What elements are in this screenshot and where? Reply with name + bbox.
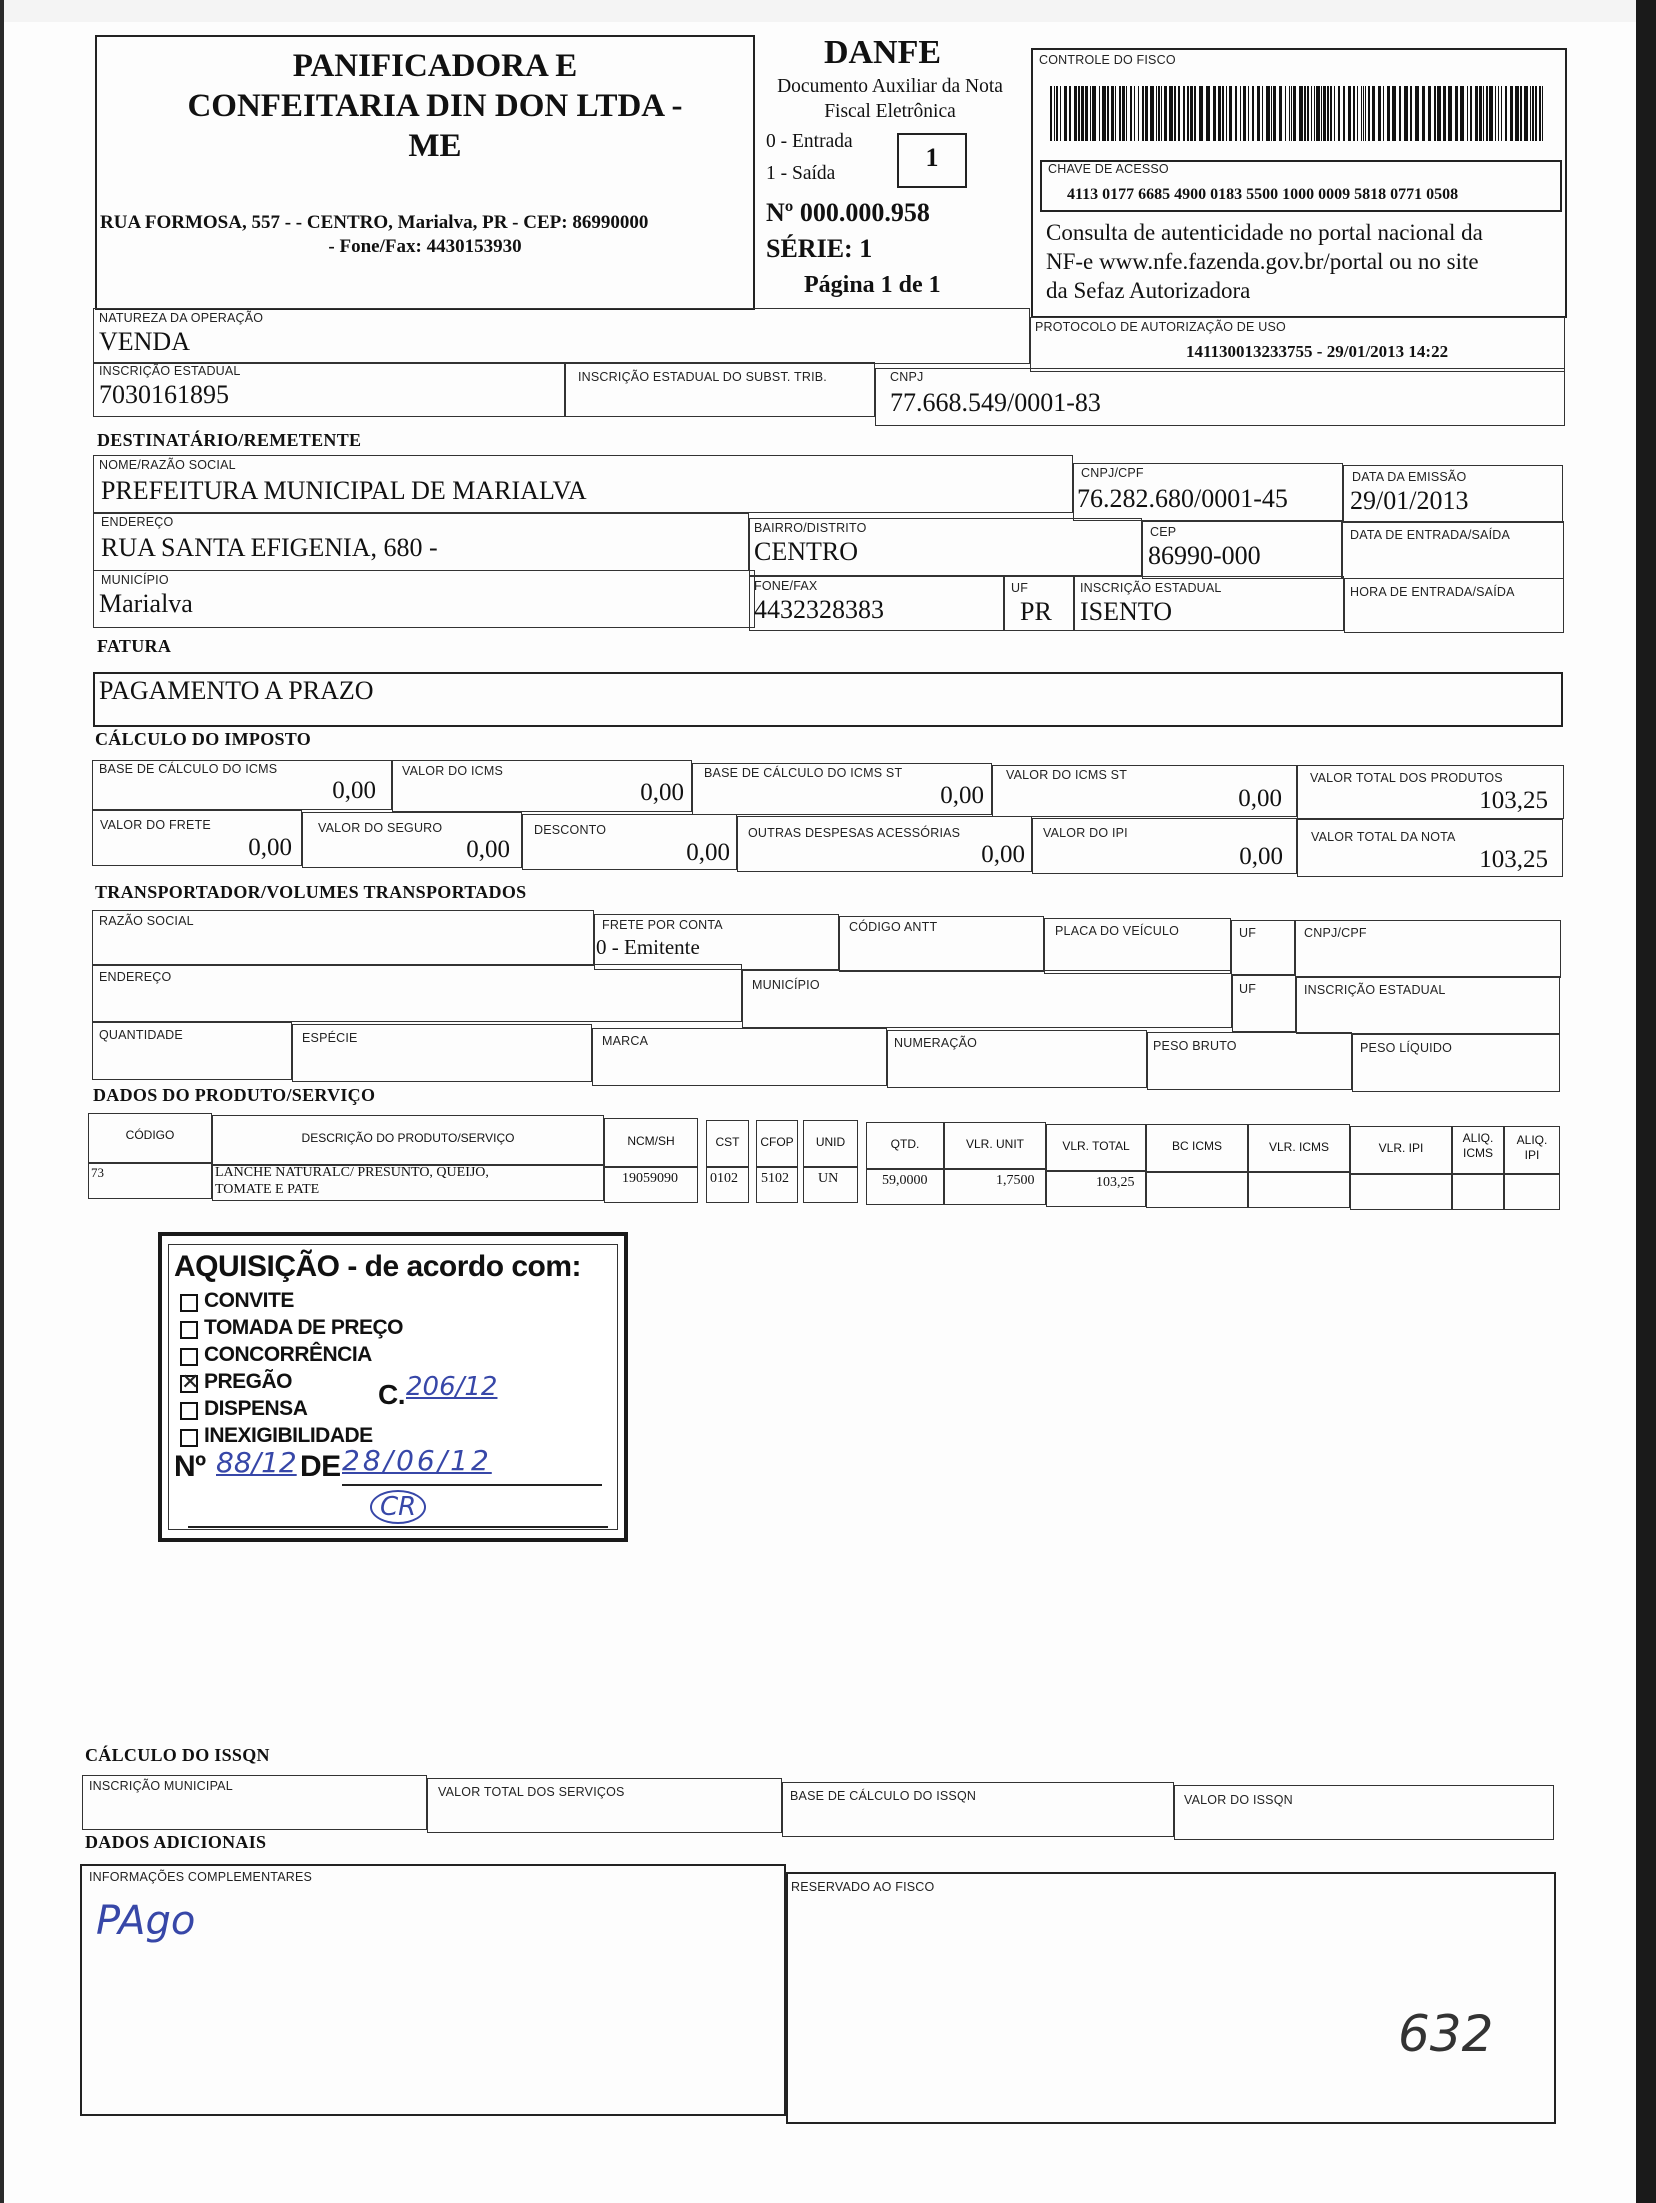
barcode-bar <box>1161 86 1162 141</box>
dest-entrada-saida-label: DATA DE ENTRADA/SAÍDA <box>1350 528 1511 542</box>
stamp-checkbox-concorrencia <box>180 1348 198 1366</box>
barcode-bar <box>1243 86 1246 141</box>
dest-emissao-value: 29/01/2013 <box>1350 486 1469 515</box>
prod-h-descricao: DESCRIÇÃO DO PRODUTO/SERVIÇO <box>301 1131 515 1145</box>
tr-marca-label: MARCA <box>602 1034 649 1048</box>
emitter-address-line2: - Fone/Fax: 4430153930 <box>328 236 522 257</box>
barcode-bar <box>1383 86 1384 141</box>
barcode-bar <box>1257 86 1260 141</box>
dest-hora-label: HORA DE ENTRADA/SAÍDA <box>1350 585 1515 599</box>
emitter-name-line3: ME <box>408 128 462 164</box>
barcode-bar <box>1338 86 1340 141</box>
prod-h-aliq-icms-1: ALIQ. <box>1462 1131 1494 1145</box>
reservado-fisco-label: RESERVADO AO FISCO <box>791 1880 935 1894</box>
barcode-bar <box>1404 86 1408 141</box>
barcode-bar <box>1248 86 1249 141</box>
dest-ie-value: ISENTO <box>1080 597 1172 626</box>
dest-cep-value: 86990-000 <box>1148 541 1261 570</box>
danfe-type-value: 1 <box>925 143 939 172</box>
danfe-title: DANFE <box>823 34 942 71</box>
barcode-bar <box>1183 86 1185 141</box>
barcode-bar <box>1102 86 1106 141</box>
barcode-bar <box>1107 86 1109 141</box>
stamp-item-concorrencia: CONCORRÊNCIA <box>204 1343 372 1366</box>
barcode-bar <box>1299 86 1303 141</box>
consulta-line3: da Sefaz Autorizadora <box>1046 278 1251 303</box>
barcode-bar <box>1455 86 1458 141</box>
tr-numeracao-label: NUMERAÇÃO <box>894 1036 978 1050</box>
danfe-serie: SÉRIE: 1 <box>766 234 873 263</box>
barcode-bar <box>1437 86 1441 141</box>
barcode-bar <box>1218 86 1221 141</box>
stamp-item-pregao: PREGÃO <box>204 1370 293 1393</box>
barcode-bar <box>1392 86 1396 141</box>
imp-frete-value: 0,00 <box>248 834 292 861</box>
natureza-value: VENDA <box>99 327 190 356</box>
prod-r-aliq-icms-cell <box>1452 1174 1504 1210</box>
barcode-bar <box>1343 86 1345 141</box>
barcode-bar <box>1081 86 1084 141</box>
barcode-bar <box>1410 86 1412 141</box>
dest-uf-value: PR <box>1020 597 1052 626</box>
consulta-line2: NF-e www.nfe.fazenda.gov.br/portal ou no site <box>1046 249 1479 274</box>
dest-bairro-label: BAIRRO/DISTRITO <box>754 521 867 535</box>
prod-r-descricao-2: TOMATE E PATE <box>215 1182 320 1197</box>
barcode-bar <box>1226 86 1227 141</box>
barcode-bar <box>1357 86 1358 141</box>
imp-base-label: BASE DE CÁLCULO DO ICMS <box>99 762 278 776</box>
barcode-bar <box>1304 86 1306 141</box>
barcode-bar <box>1501 86 1502 141</box>
issqn-servicos-label: VALOR TOTAL DOS SERVIÇOS <box>438 1785 625 1799</box>
stamp-item-tomada: TOMADA DE PREÇO <box>204 1316 404 1339</box>
barcode-bar <box>1119 86 1121 141</box>
prod-h-bc-icms: BC ICMS <box>1171 1139 1222 1153</box>
dest-nome-value: PREFEITURA MUNICIPAL DE MARIALVA <box>101 476 587 505</box>
barcode-bar <box>1289 86 1290 141</box>
barcode-bar <box>1495 86 1496 141</box>
stamp-c-label: C. <box>378 1379 405 1410</box>
barcode-bar <box>1194 86 1196 141</box>
prod-r-vlr-unit: 1,7500 <box>996 1173 1035 1188</box>
barcode-bar <box>1291 86 1292 141</box>
stamp-checkbox-tomada <box>180 1321 198 1339</box>
prod-r-aliq-ipi-cell <box>1504 1174 1560 1210</box>
prod-r-bc-icms-cell <box>1146 1172 1248 1208</box>
stamp-item-convite: CONVITE <box>204 1289 294 1312</box>
prod-r-codigo-cell <box>88 1163 212 1199</box>
barcode-bar <box>1486 86 1488 141</box>
barcode-bar <box>1434 86 1436 141</box>
issqn-im-label: INSCRIÇÃO MUNICIPAL <box>89 1779 233 1793</box>
barcode-bar <box>1273 86 1276 141</box>
prod-r-ncm: 19059090 <box>622 1171 678 1186</box>
imp-base-st-value: 0,00 <box>940 782 984 809</box>
prod-r-descricao-1: LANCHE NATURALC/ PRESUNTO, QUEIJO, <box>215 1165 489 1180</box>
imposto-section: CÁLCULO DO IMPOSTO <box>95 729 312 749</box>
fatura-value: PAGAMENTO A PRAZO <box>99 676 374 705</box>
transporte-section: TRANSPORTADOR/VOLUMES TRANSPORTADOS <box>95 882 527 902</box>
tr-peso-liquido-label: PESO LÍQUIDO <box>1360 1041 1453 1055</box>
dest-emissao-label: DATA DA EMISSÃO <box>1352 470 1467 484</box>
produtos-section: DADOS DO PRODUTO/SERVIÇO <box>93 1085 376 1105</box>
barcode-bar <box>1099 86 1100 141</box>
dest-fone-label: FONE/FAX <box>754 579 818 593</box>
dest-uf-label: UF <box>1011 581 1029 595</box>
barcode-bar <box>1535 86 1537 141</box>
dest-municipio-value: Marialva <box>99 589 193 618</box>
stamp-checkbox-convite <box>180 1294 198 1312</box>
barcode-bar <box>1520 86 1522 141</box>
barcode-bar <box>1348 86 1351 141</box>
ie-label: INSCRIÇÃO ESTADUAL <box>99 364 241 378</box>
barcode-bar <box>1334 86 1335 141</box>
barcode-bar <box>1479 86 1482 141</box>
stamp-check-mark-icon: ✕ <box>181 1369 199 1394</box>
issqn-valor-label: VALOR DO ISSQN <box>1184 1793 1293 1807</box>
imp-seguro-label: VALOR DO SEGURO <box>318 821 443 835</box>
prod-r-codigo: 73 <box>91 1165 104 1180</box>
barcode-bar <box>1126 86 1127 141</box>
dest-endereco-label: ENDEREÇO <box>101 515 174 529</box>
barcode-bar <box>1387 86 1390 141</box>
dest-cep-label: CEP <box>1150 525 1177 539</box>
barcode-bar <box>1505 86 1507 141</box>
barcode-bar <box>1229 86 1232 141</box>
protocolo-value: 141130013233755 - 29/01/2013 14:22 <box>1186 342 1449 361</box>
imp-frete-label: VALOR DO FRETE <box>100 818 211 832</box>
barcode-bar <box>1138 86 1139 141</box>
prod-r-vlr-icms-cell <box>1248 1172 1350 1208</box>
handwritten-pago: PAgo <box>96 1898 196 1944</box>
barcode-bar <box>1399 86 1401 141</box>
barcode-bar <box>1069 86 1071 141</box>
aquisicao-stamp <box>158 1232 628 1542</box>
imp-total-nota-label: VALOR TOTAL DA NOTA <box>1311 830 1456 844</box>
stamp-date-value: 28/06/12 <box>342 1444 492 1477</box>
prod-h-codigo: CÓDIGO <box>125 1128 175 1142</box>
imp-st-label: VALOR DO ICMS ST <box>1006 768 1128 782</box>
stamp-checkbox-inexigibilidade <box>180 1429 198 1447</box>
imp-st-value: 0,00 <box>1238 785 1282 812</box>
barcode-bar <box>1156 86 1157 141</box>
stamp-c-value: 206/12 <box>406 1372 498 1402</box>
barcode-bar <box>1158 86 1160 141</box>
barcode-bar <box>1515 86 1519 141</box>
scan-edge-left <box>0 0 4 2203</box>
danfe-entrada: 0 - Entrada <box>766 131 853 152</box>
barcode-bar <box>1092 86 1096 141</box>
barcode-bar <box>1327 86 1329 141</box>
imp-outras-value: 0,00 <box>981 841 1025 868</box>
imp-desconto-value: 0,00 <box>686 839 730 866</box>
cnpj-value: 77.668.549/0001-83 <box>890 388 1101 417</box>
stamp-de-label: DE <box>300 1450 341 1483</box>
barcode-bar <box>1448 86 1452 141</box>
reservado-fisco-box <box>786 1872 1556 2124</box>
barcode-bar <box>1279 86 1282 141</box>
imp-total-nota-value: 103,25 <box>1479 846 1548 873</box>
issqn-section: CÁLCULO DO ISSQN <box>85 1745 270 1765</box>
prod-h-aliq-icms-2: ICMS <box>1463 1146 1493 1160</box>
barcode-bar <box>1222 86 1224 141</box>
prod-h-vlr-unit: VLR. UNIT <box>965 1137 1024 1151</box>
imp-ipi-label: VALOR DO IPI <box>1043 826 1128 840</box>
natureza-label: NATUREZA DA OPERAÇÃO <box>99 311 264 325</box>
prod-h-aliq-ipi-1: ALIQ. <box>1516 1133 1548 1147</box>
prod-h-cfop: CFOP <box>760 1135 794 1149</box>
barcode-bar <box>1321 86 1322 141</box>
barcode-bar <box>1174 86 1176 141</box>
prod-h-unid: UNID <box>815 1135 846 1149</box>
dest-fone-value: 4432328383 <box>754 595 884 624</box>
destinatario-section: DESTINATÁRIO/REMETENTE <box>97 430 362 450</box>
barcode-bar <box>1145 86 1148 141</box>
barcode-bar <box>1467 86 1468 141</box>
barcode-bar <box>1130 86 1132 141</box>
barcode-bar <box>1323 86 1326 141</box>
tr-cnpj-label: CNPJ/CPF <box>1304 926 1367 940</box>
issqn-base-label: BASE DE CÁLCULO DO ISSQN <box>790 1789 977 1803</box>
stamp-signature-line <box>188 1526 608 1528</box>
barcode-bar <box>1074 86 1077 141</box>
barcode-bar <box>1054 86 1055 141</box>
prod-r-cfop: 5102 <box>761 1171 789 1186</box>
stamp-title: AQUISIÇÃO - de acordo com: <box>174 1250 582 1283</box>
dest-endereco-value: RUA SANTA EFIGENIA, 680 - <box>101 533 438 562</box>
scan-edge-top <box>0 0 1656 22</box>
stamp-initials: CR <box>370 1490 426 1524</box>
barcode-bar <box>1483 86 1484 141</box>
ie-st-label: INSCRIÇÃO ESTADUAL DO SUBST. TRIB. <box>578 370 827 384</box>
barcode-bar <box>1363 86 1364 141</box>
dest-ie-label: INSCRIÇÃO ESTADUAL <box>1080 581 1222 595</box>
tr-quantidade-label: QUANTIDADE <box>99 1028 183 1042</box>
consulta-line1: Consulta de autenticidade no portal nacional da <box>1046 220 1483 245</box>
barcode-bar <box>1111 86 1114 141</box>
stamp-item-dispensa: DISPENSA <box>204 1397 308 1420</box>
imp-outras-label: OUTRAS DESPESAS ACESSÓRIAS <box>748 826 961 840</box>
stamp-date-underline <box>342 1484 602 1486</box>
barcode-bar <box>1164 86 1167 141</box>
adicionais-section: DADOS ADICIONAIS <box>85 1832 267 1852</box>
barcode-bar <box>1532 86 1534 141</box>
prod-h-vlr-total: VLR. TOTAL <box>1062 1139 1130 1153</box>
prod-r-vlr-total: 103,25 <box>1096 1175 1135 1190</box>
barcode-bar <box>1056 86 1058 141</box>
danfe-subtitle-line2: Fiscal Eletrônica <box>824 101 956 122</box>
tr-especie-label: ESPÉCIE <box>302 1031 358 1045</box>
tr-uf-label: UF <box>1239 926 1257 940</box>
barcode-bar <box>1307 86 1309 141</box>
barcode-bar <box>1169 86 1173 141</box>
prod-h-qtd: QTD. <box>890 1137 920 1151</box>
barcode-bar <box>1311 86 1312 141</box>
barcode-bar <box>1510 86 1513 141</box>
barcode-bar <box>1365 86 1366 141</box>
barcode-bar <box>1252 86 1254 141</box>
barcode-bar <box>1190 86 1193 141</box>
tr-uf2-label: UF <box>1239 982 1257 996</box>
emitter-address-line1: RUA FORMOSA, 557 - - CENTRO, Marialva, PR - CEP: 86990000 <box>100 212 649 233</box>
barcode-bar <box>1542 86 1543 141</box>
barcode-bar <box>1524 86 1528 141</box>
danfe-pagina: Página 1 de 1 <box>804 272 941 298</box>
prod-r-unid: UN <box>818 1171 839 1186</box>
dest-cnpj-label: CNPJ/CPF <box>1081 466 1144 480</box>
barcode-bar <box>1378 86 1381 141</box>
barcode-bar <box>1064 86 1067 141</box>
barcode-bar <box>1090 86 1091 141</box>
tr-razao-label: RAZÃO SOCIAL <box>99 914 194 928</box>
prod-r-qtd: 59,0000 <box>882 1173 928 1188</box>
barcode-bar <box>1293 86 1296 141</box>
barcode-bar <box>1368 86 1370 141</box>
barcode <box>1050 86 1550 141</box>
chave-label: CHAVE DE ACESSO <box>1048 162 1169 176</box>
barcode-bar <box>1428 86 1431 141</box>
ie-value: 7030161895 <box>99 380 229 409</box>
emitter-name-line2: CONFEITARIA DIN DON LTDA - <box>187 88 683 124</box>
dest-municipio-label: MUNICÍPIO <box>101 573 169 587</box>
barcode-bar <box>1085 86 1088 141</box>
danfe-subtitle-line1: Documento Auxiliar da Nota <box>777 76 1003 97</box>
tr-endereco-label: ENDEREÇO <box>99 970 172 984</box>
emitter-name-line1: PANIFICADORA E <box>292 48 578 84</box>
tr-municipio-label: MUNICÍPIO <box>752 978 820 992</box>
imp-base-value: 0,00 <box>332 777 376 804</box>
barcode-bar <box>1142 86 1144 141</box>
barcode-bar <box>1050 86 1052 141</box>
stamp-checkbox-dispensa <box>180 1402 198 1420</box>
barcode-bar <box>1262 86 1263 141</box>
barcode-bar <box>1240 86 1241 141</box>
barcode-bar <box>1422 86 1425 141</box>
prod-h-vlr-icms: VLR. ICMS <box>1268 1140 1329 1154</box>
dest-cnpj-value: 76.282.680/0001-45 <box>1077 484 1288 513</box>
imp-icms-label: VALOR DO ICMS <box>402 764 503 778</box>
imp-desconto-label: DESCONTO <box>534 823 607 837</box>
imp-icms-value: 0,00 <box>640 779 684 806</box>
barcode-bar <box>1489 86 1493 141</box>
fatura-section: FATURA <box>97 636 172 656</box>
barcode-bar <box>1271 86 1272 141</box>
tr-frete-label: FRETE POR CONTA <box>602 918 723 932</box>
tr-peso-bruto-label: PESO BRUTO <box>1153 1039 1237 1053</box>
prod-r-cst: 0102 <box>710 1171 738 1186</box>
barcode-bar <box>1213 86 1216 141</box>
prod-h-cst: CST <box>715 1135 740 1149</box>
imp-total-prod-value: 103,25 <box>1479 787 1548 814</box>
barcode-bar <box>1235 86 1237 141</box>
stamp-n-label: Nº <box>174 1450 206 1483</box>
imp-ipi-value: 0,00 <box>1239 843 1283 870</box>
prod-r-vlr-ipi-cell <box>1350 1174 1452 1210</box>
barcode-bar <box>1115 86 1116 141</box>
barcode-bar <box>1460 86 1464 141</box>
barcode-bar <box>1199 86 1203 141</box>
barcode-bar <box>1498 86 1499 141</box>
prod-h-ncm: NCM/SH <box>627 1134 675 1148</box>
barcode-bar <box>1285 86 1286 141</box>
barcode-bar <box>1187 86 1189 141</box>
prod-h-vlr-ipi: VLR. IPI <box>1378 1141 1424 1155</box>
imp-base-st-label: BASE DE CÁLCULO DO ICMS ST <box>704 766 903 780</box>
dest-bairro-value: CENTRO <box>754 537 858 566</box>
scan-edge-right <box>1636 0 1656 2203</box>
chave-value: 4113 0177 6685 4900 0183 5500 1000 0009 5818 0771 0508 <box>1067 186 1459 203</box>
tr-antt-label: CÓDIGO ANTT <box>849 920 938 934</box>
danfe-saida: 1 - Saída <box>766 163 836 184</box>
info-complementar-label: INFORMAÇÕES COMPLEMENTARES <box>89 1870 313 1884</box>
barcode-bar <box>1060 86 1061 141</box>
barcode-bar <box>1361 86 1362 141</box>
barcode-bar <box>1415 86 1419 141</box>
handwritten-page-number: 632 <box>1398 2005 1494 2063</box>
cnpj-label: CNPJ <box>890 370 924 384</box>
controle-fisco-label: CONTROLE DO FISCO <box>1039 53 1176 67</box>
barcode-bar <box>1475 86 1478 141</box>
imp-total-prod-label: VALOR TOTAL DOS PRODUTOS <box>1310 771 1503 785</box>
barcode-bar <box>1316 86 1320 141</box>
dest-nome-label: NOME/RAZÃO SOCIAL <box>99 458 236 472</box>
barcode-bar <box>1530 86 1531 141</box>
barcode-bar <box>1372 86 1375 141</box>
tr-endereco-box <box>92 964 742 1022</box>
danfe-number: Nº 000.000.958 <box>766 198 930 227</box>
barcode-bar <box>1443 86 1446 141</box>
barcode-bar <box>1266 86 1270 141</box>
prod-h-aliq-ipi-2: IPI <box>1524 1148 1540 1162</box>
barcode-bar <box>1470 86 1472 141</box>
tr-placa-label: PLACA DO VEÍCULO <box>1055 924 1180 938</box>
barcode-bar <box>1178 86 1180 141</box>
barcode-bar <box>1539 86 1541 141</box>
barcode-bar <box>1330 86 1332 141</box>
tr-ie-label: INSCRIÇÃO ESTADUAL <box>1304 983 1446 997</box>
barcode-bar <box>1150 86 1154 141</box>
barcode-bar <box>1314 86 1315 141</box>
stamp-item-inexigibilidade: INEXIGIBILIDADE <box>204 1424 373 1447</box>
stamp-n-value: 88/12 <box>216 1446 297 1479</box>
barcode-bar <box>1206 86 1210 141</box>
barcode-bar <box>1122 86 1125 141</box>
barcode-bar <box>1078 86 1080 141</box>
imp-seguro-value: 0,00 <box>466 836 510 863</box>
protocolo-label: PROTOCOLO DE AUTORIZAÇÃO DE USO <box>1035 320 1286 334</box>
tr-frete-value: 0 - Emitente <box>596 935 700 959</box>
barcode-bar <box>1134 86 1135 141</box>
barcode-bar <box>1353 86 1355 141</box>
